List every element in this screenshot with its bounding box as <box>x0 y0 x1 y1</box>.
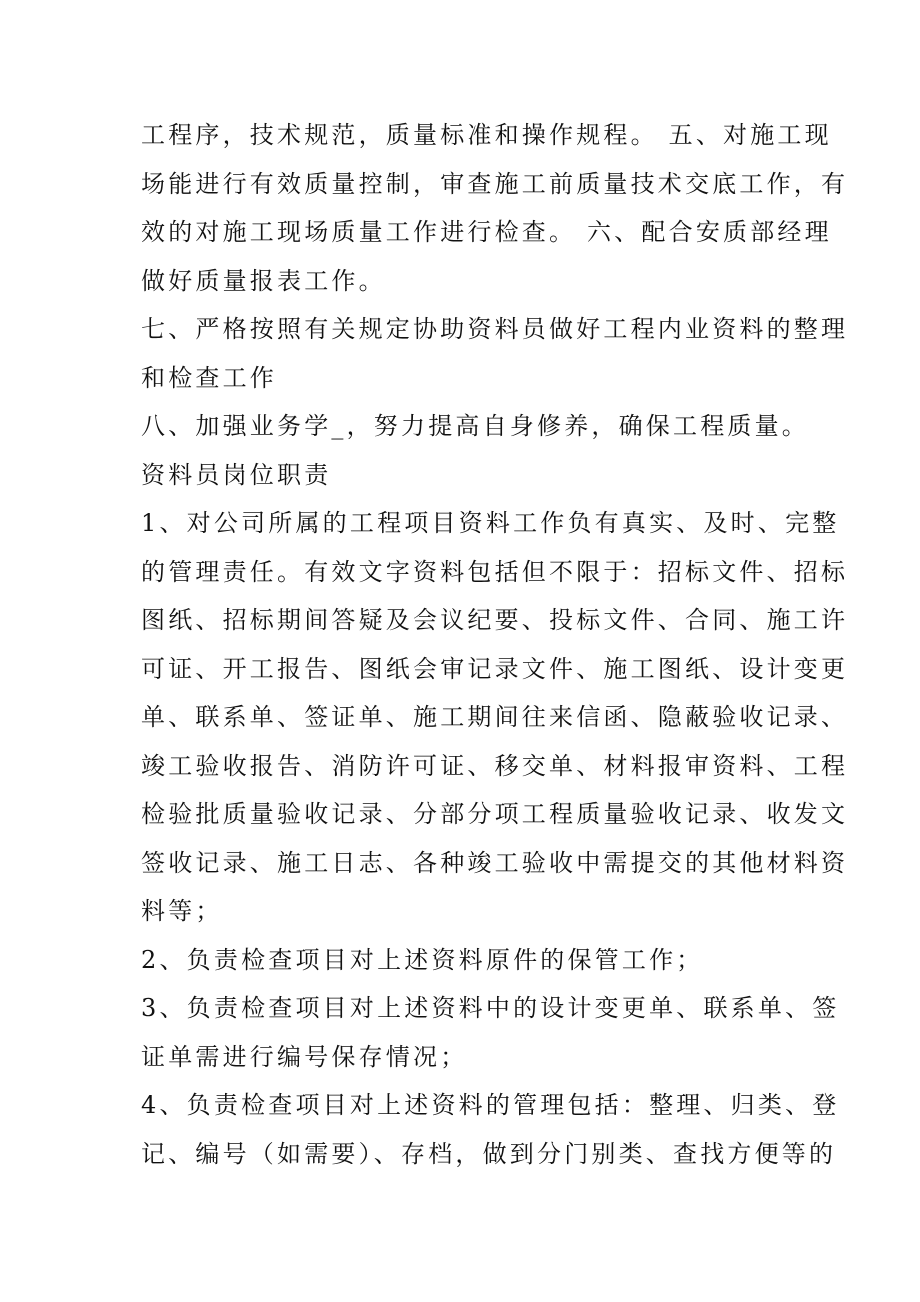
text-line: 竣工验收报告、消防许可证、移交单、材料报审资料、工程 <box>141 751 849 780</box>
text-line: 场能进行有效质量控制，审查施工前质量技术交底工作，有 <box>141 169 849 198</box>
text-line: 图纸、招标期间答疑及会议纪要、投标文件、合同、施工许 <box>141 606 849 634</box>
document-body <box>141 111 849 1178</box>
text-line: 签收记录、施工日志、各种竣工验收中需提交的其他材料资 <box>141 848 849 877</box>
text-line: 工程序，技术规范，质量标准和操作规程。 五、对施工现 <box>141 121 832 149</box>
text-line: 检验批质量验收记录、分部分项工程质量验收记录、收发文 <box>141 800 849 828</box>
text-line: 七、严格按照有关规定协助资料员做好工程内业资料的整理 <box>141 315 849 343</box>
text-line: 3、负责检查项目对上述资料中的设计变更单、联系单、签 <box>141 994 840 1022</box>
text-line: 八、加强业务学_，努力提高自身修养，确保工程质量。 <box>141 412 809 440</box>
text-line: 2、负责检查项目对上述资料原件的保管工作； <box>141 945 704 974</box>
text-line: 效的对施工现场质量工作进行检查。 六、配合安质部经理 <box>141 218 832 246</box>
text-line: 1、对公司所属的工程项目资料工作负有真实、及时、完整 <box>141 509 840 537</box>
text-line: 证单需进行编号保存情况； <box>141 1042 468 1071</box>
text-line: 做好质量报表工作。 <box>141 266 386 295</box>
section-heading: 资料员岗位职责 <box>141 460 332 489</box>
text-line: 料等； <box>141 897 223 925</box>
text-line: 和检查工作 <box>141 363 277 392</box>
text-line: 可证、开工报告、图纸会审记录文件、施工图纸、设计变更 <box>141 654 849 683</box>
text-line: 4、负责检查项目对上述资料的管理包括：整理、归类、登 <box>141 1091 840 1119</box>
text-line: 的管理责任。有效文字资料包括但不限于：招标文件、招标 <box>141 557 849 586</box>
text-line: 记、编号（如需要）、存档，做到分门别类、查找方便等的 <box>141 1139 837 1168</box>
text-line: 单、联系单、签证单、施工期间往来信函、隐蔽验收记录、 <box>141 703 849 731</box>
